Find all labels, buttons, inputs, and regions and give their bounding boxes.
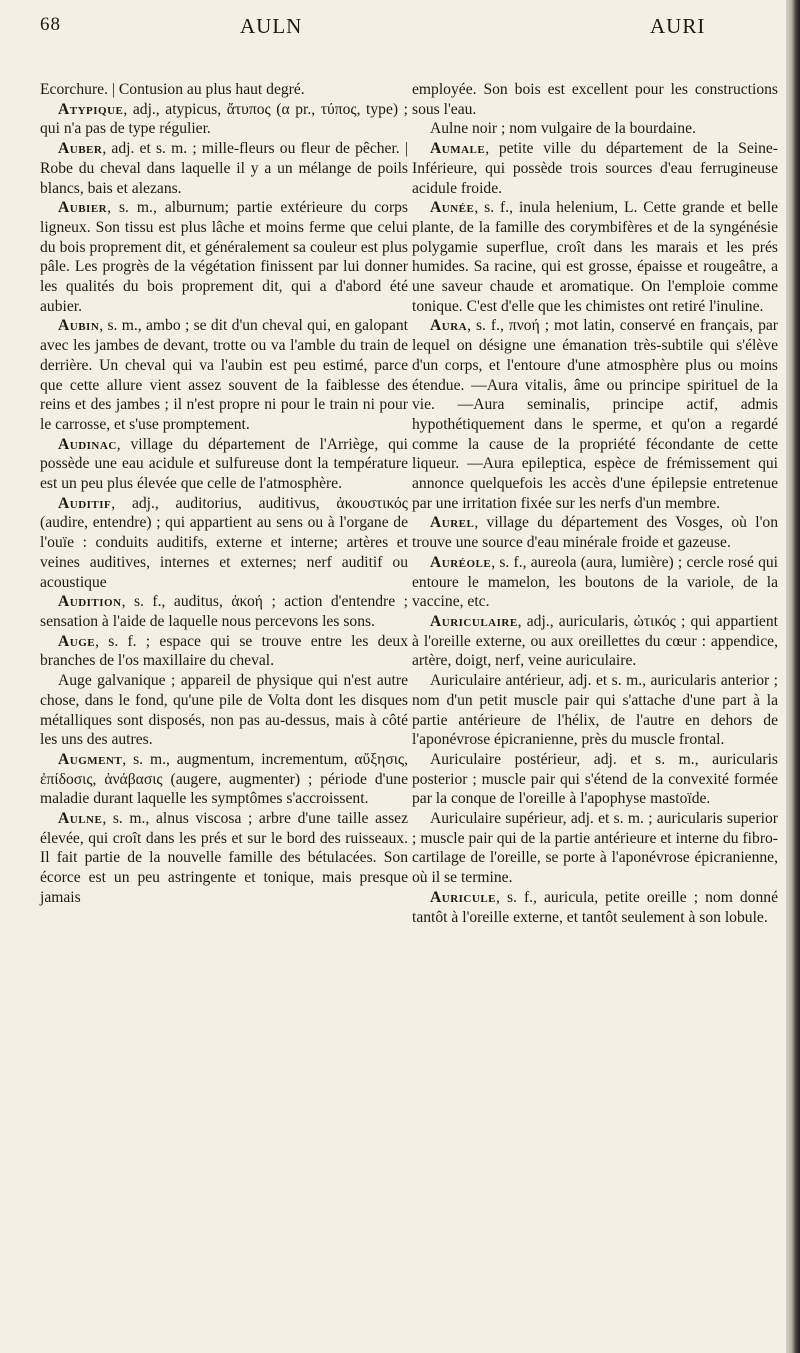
entry-text: , s. f., aureola (aura, lumière) ; cercle rosé qui entoure le mamelon, les boutons de la variole, de la vaccine, etc.: [412, 553, 778, 611]
dictionary-entry: [40, 750, 408, 809]
right-running-head: AURI: [650, 14, 706, 38]
entry-headword: Auditif: [58, 494, 112, 512]
dictionary-entry: [412, 119, 778, 139]
entry-text: , s. f., inula helenium, L. Cette grande et belle plante, de la famille des corymbifères et de la syngénésie polygamie superflue, croît dans les marais et les prés humides. Sa racine, qui est grosse, épaisse et rougeâtre, a une saveur chaude et aromatique. On l'emploie comme tonique. C'est d'elle que les chimistes ont retiré l'inuline.: [412, 199, 778, 315]
dictionary-entry: [40, 316, 408, 434]
entry-text: , village du département des Vosges, où l'on trouve une source d'eau minérale froide et gazeuse.: [412, 514, 778, 552]
dictionary-entry: [40, 100, 408, 139]
entry-text: , adj., auditorius, auditivus, ἀκουστικός (audire, entendre) ; qui appartient au sens ou à l'organe de l'ouïe : conduits auditifs, externe et interne; artères et veines auditives, internes et externes; nerf auditif ou acoustique: [40, 494, 408, 591]
entry-headword: Auge: [58, 632, 96, 650]
dictionary-entry: [412, 316, 778, 513]
left-running-head: AULN: [240, 14, 303, 38]
entry-text: , village du département de l'Arriège, qui possède une eau acidule et sulfureuse dont la température est un peu plus élevée que celle de l'atmosphère.: [40, 435, 408, 493]
dictionary-entry: [40, 198, 408, 316]
left-column: [40, 80, 408, 908]
entry-text: , petite ville du département de la Seine-Inférieure, qui possède trois sources d'eau ferrugineuse acidule froide.: [412, 140, 778, 197]
entry-headword: Auber: [58, 140, 103, 158]
dictionary-entry: [412, 513, 778, 552]
dictionary-entry: [412, 750, 778, 809]
entry-headword: Aunée: [430, 199, 475, 217]
entry-text: , s. f. ; espace qui se trouve entre les deux branches de l'os maxillaire du cheval.: [40, 632, 408, 670]
entry-text: , s. f., πνοή ; mot latin, conservé en français, par lequel on désigne une émanation très-subtile qui s'élève d'un corps, et l'entoure d'une atmosphère plus ou moins étendue. —Aura vitalis, âme ou principe spirituel de la vie. —Aura seminalis, principe actif, admis hypothétiquement dans le sperme, et qu'on a regardé comme la cause de la propriété fécondante de cette liqueur. —Aura epileptica, espèce de frémissement qui annonce quelquefois les accès d'une épilepsie entretenue par une irritation fixée sur les nerfs d'un membre.: [412, 317, 778, 512]
entry-headword: Aurel: [430, 514, 475, 532]
dictionary-entry: [40, 809, 408, 908]
entry-headword: Auréole: [430, 553, 492, 571]
dictionary-entry: [412, 198, 778, 316]
dictionary-entry: [40, 592, 408, 631]
entry-text: Aulne noir ; nom vulgaire de la bourdaine.: [430, 120, 696, 138]
entry-headword: Auricule: [430, 888, 496, 906]
entry-text: employée. Son bois est excellent pour les constructions sous l'eau.: [412, 81, 778, 118]
entry-text: , s. m., augmentum, incrementum, αὔξησις, ἐπίδοσις, ἀνάβασις (augere, augmenter) ; période d'une maladie durant laquelle les symptômes s'accroissent.: [40, 750, 408, 808]
entry-headword: Aubier: [58, 199, 108, 217]
entry-text: , s. m., alnus viscosa ; arbre d'une taille assez élevée, qui croît dans les prés et sur le bord des ruisseaux. Il fait partie de la nouvelle famille des bétulacées. Son écorce est un peu astringente et tonique, mais presque jamais: [40, 810, 408, 906]
page-number: 68: [40, 14, 61, 35]
dictionary-entry: [412, 553, 778, 612]
entry-text: Auriculaire supérieur, adj. et s. m. ; auricularis superior ; muscle pair qui de la partie antérieure et interne du fibro-cartilage de l'oreille, se porte à l'aponévrose épicranienne, où il se termine.: [412, 810, 778, 887]
page-edge-shadow: [786, 0, 800, 1353]
dictionary-entry: [40, 80, 408, 100]
dictionary-entry: [40, 632, 408, 671]
entry-text: , adj. et s. m. ; mille-fleurs ou fleur de pêcher. | Robe du cheval dans laquelle il y a un mélange de poils blancs, bais et alezans.: [40, 140, 408, 197]
dictionary-entry: [412, 612, 778, 671]
dictionary-entry: [412, 888, 778, 927]
entry-text: Auge galvanique ; appareil de physique qui n'est autre chose, dans le fond, qu'une pile de Volta dont les disques métalliques sont disposés, non pas au-dessus, mais à côté les uns des autres.: [40, 672, 408, 749]
entry-headword: Aura: [430, 317, 468, 335]
dictionary-entry: [40, 671, 408, 750]
dictionary-entry: [40, 494, 408, 593]
entry-headword: Aulne: [58, 810, 103, 828]
dictionary-entry: [412, 139, 778, 198]
entry-headword: Aubin: [58, 317, 100, 335]
entry-text: , s. m., alburnum; partie extérieure du corps ligneux. Son tissu est plus lâche et moins ferme que celui du bois proprement dit, et généralement sa couleur est plus pâle. Les progrès de la végétation finissent par lui donner les qualités du bois proprement dit, qui a d'abord été aubier.: [40, 199, 408, 315]
page-header: [40, 10, 778, 44]
entry-text: , s. f., auditus, ἀκοή ; action d'entendre ; sensation à l'aide de laquelle nous percevons les sons.: [40, 593, 408, 630]
dictionary-entry: [40, 139, 408, 198]
entry-text: Auriculaire postérieur, adj. et s. m., auricularis posterior ; muscle pair qui s'étend de la convexité formée par la conque de l'oreille à l'apophyse mastoïde.: [412, 750, 778, 808]
entry-headword: Auriculaire: [430, 612, 518, 630]
entry-text: Auriculaire antérieur, adj. et s. m., auricularis anterior ; nom d'un petit muscle pair qui s'attache d'une part à la partie antérieure de l'hélix, de l'autre en dehors de l'aponévrose épicranienne, près du muscle frontal.: [412, 672, 778, 749]
entry-text: , s. m., ambo ; se dit d'un cheval qui, en galopant avec les jambes de devant, trotte ou va l'amble du train de derrière. Un cheval qui va l'aubin est peu estimé, parce que cette allure vient assez souvent de la faiblesse des reins et des jambes ; il n'est propre ni pour le train ni pour le carrosse, et s'use promptement.: [40, 317, 408, 433]
entry-text: Ecorchure. | Contusion au plus haut degré.: [40, 81, 305, 98]
dictionary-entry: [412, 809, 778, 888]
entry-text: , adj., auricularis, ὠτικός ; qui appartient à l'oreille externe, ou aux oreillettes du cœur : appendice, artère, doigt, nerf, veine auriculaire.: [412, 612, 778, 670]
dictionary-entry: [412, 671, 778, 750]
dictionary-entry: [412, 80, 778, 119]
entry-headword: Audition: [58, 593, 122, 611]
entry-headword: Atypique: [58, 100, 124, 118]
entry-headword: Audinac: [58, 435, 117, 453]
dictionary-entry: [40, 435, 408, 494]
right-column: [412, 80, 778, 927]
entry-headword: Augment: [58, 750, 123, 768]
entry-text: , s. f., auricula, petite oreille ; nom donné tantôt à l'oreille externe, et tantôt seulement à son lobule.: [412, 888, 778, 926]
entry-text: , adj., atypicus, ἄτυπος (α pr., τύπος, type) ; qui n'a pas de type régulier.: [40, 100, 408, 138]
entry-headword: Aumale: [430, 140, 486, 158]
